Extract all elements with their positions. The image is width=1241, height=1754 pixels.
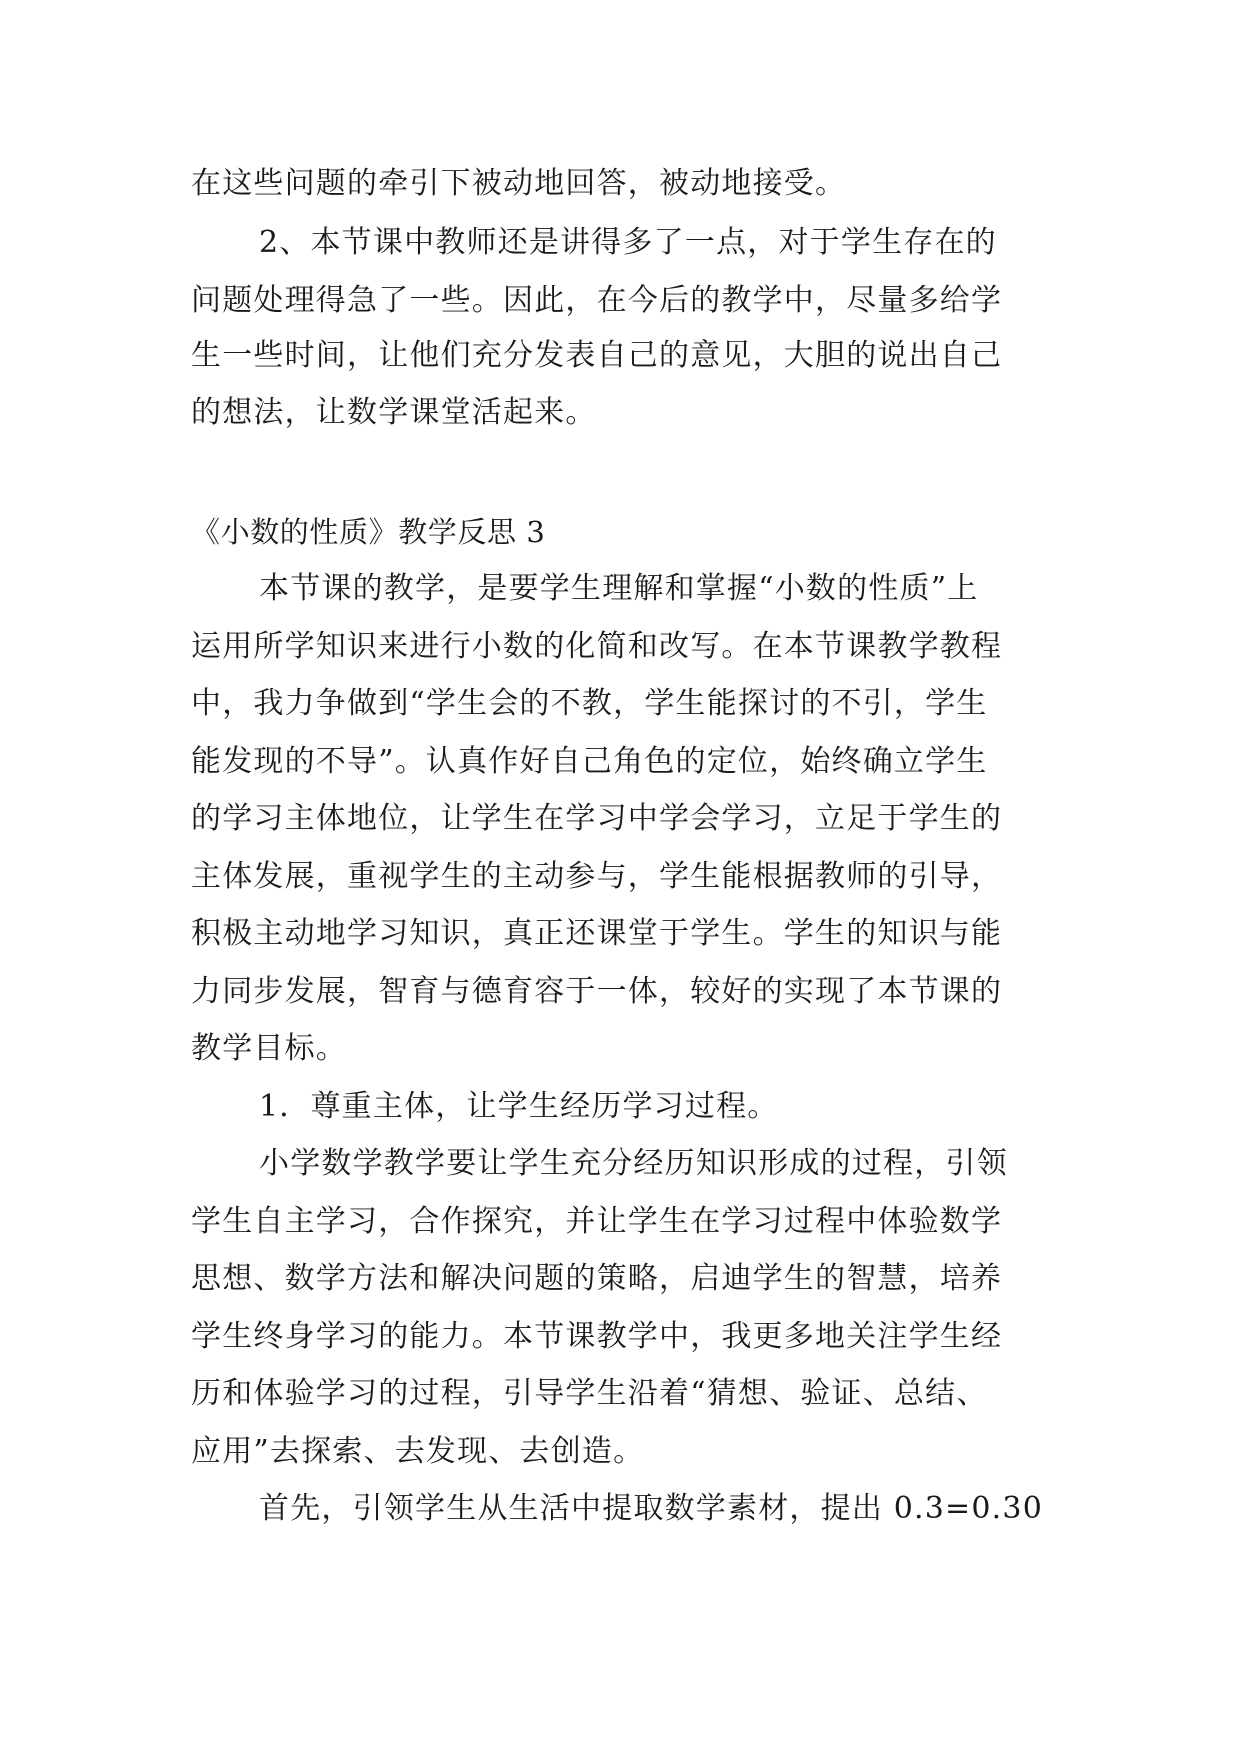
paragraph-line: 的学习主体地位，让学生在学习中学会学习，立足于学生的 — [191, 801, 1003, 836]
paragraph-line: 问题处理得急了一些。因此，在今后的教学中，尽量多给学 — [191, 283, 1003, 318]
paragraph-line: 中，我力争做到“学生会的不教，学生能探讨的不引，学生 — [191, 686, 988, 721]
numbered-heading: 1．尊重主体，让学生经历学习过程。 — [259, 1089, 779, 1124]
paragraph-line: 主体发展，重视学生的主动参与，学生能根据教师的引导， — [191, 859, 1003, 894]
paragraph-line: 历和体验学习的过程，引导学生沿着“猜想、验证、总结、 — [191, 1376, 988, 1411]
paragraph-line: 能发现的不导”。认真作好自己角色的定位，始终确立学生 — [191, 744, 988, 779]
paragraph-line: 2、本节课中教师还是讲得多了一点，对于学生存在的 — [259, 225, 997, 260]
paragraph-line: 本节课的教学，是要学生理解和掌握“小数的性质”上 — [259, 571, 979, 606]
paragraph-line: 应用”去探索、去发现、去创造。 — [191, 1434, 645, 1469]
paragraph-line: 的想法，让数学课堂活起来。 — [191, 395, 597, 430]
paragraph-line: 在这些问题的牵引下被动地回答，被动地接受。 — [191, 166, 847, 201]
paragraph-line: 首先，引领学生从生活中提取数学素材，提出 0.3=0.30 — [259, 1491, 1043, 1526]
paragraph-line: 小学数学教学要让学生充分经历知识形成的过程，引领 — [259, 1146, 1008, 1181]
section-title: 《小数的性质》教学反思 3 — [191, 515, 546, 549]
paragraph-line: 学生自主学习，合作探究，并让学生在学习过程中体验数学 — [191, 1204, 1003, 1239]
paragraph-line: 教学目标。 — [191, 1031, 347, 1066]
paragraph-line: 学生终身学习的能力。本节课教学中，我更多地关注学生经 — [191, 1319, 1003, 1354]
paragraph-line: 运用所学知识来进行小数的化简和改写。在本节课教学教程 — [191, 629, 1003, 664]
paragraph-line: 积极主动地学习知识，真正还课堂于学生。学生的知识与能 — [191, 916, 1003, 951]
paragraph-line: 思想、数学方法和解决问题的策略，启迪学生的智慧，培养 — [191, 1261, 1003, 1296]
paragraph-line: 生一些时间，让他们充分发表自己的意见，大胆的说出自己 — [191, 338, 1003, 373]
paragraph-line: 力同步发展，智育与德育容于一体，较好的实现了本节课的 — [191, 974, 1003, 1009]
